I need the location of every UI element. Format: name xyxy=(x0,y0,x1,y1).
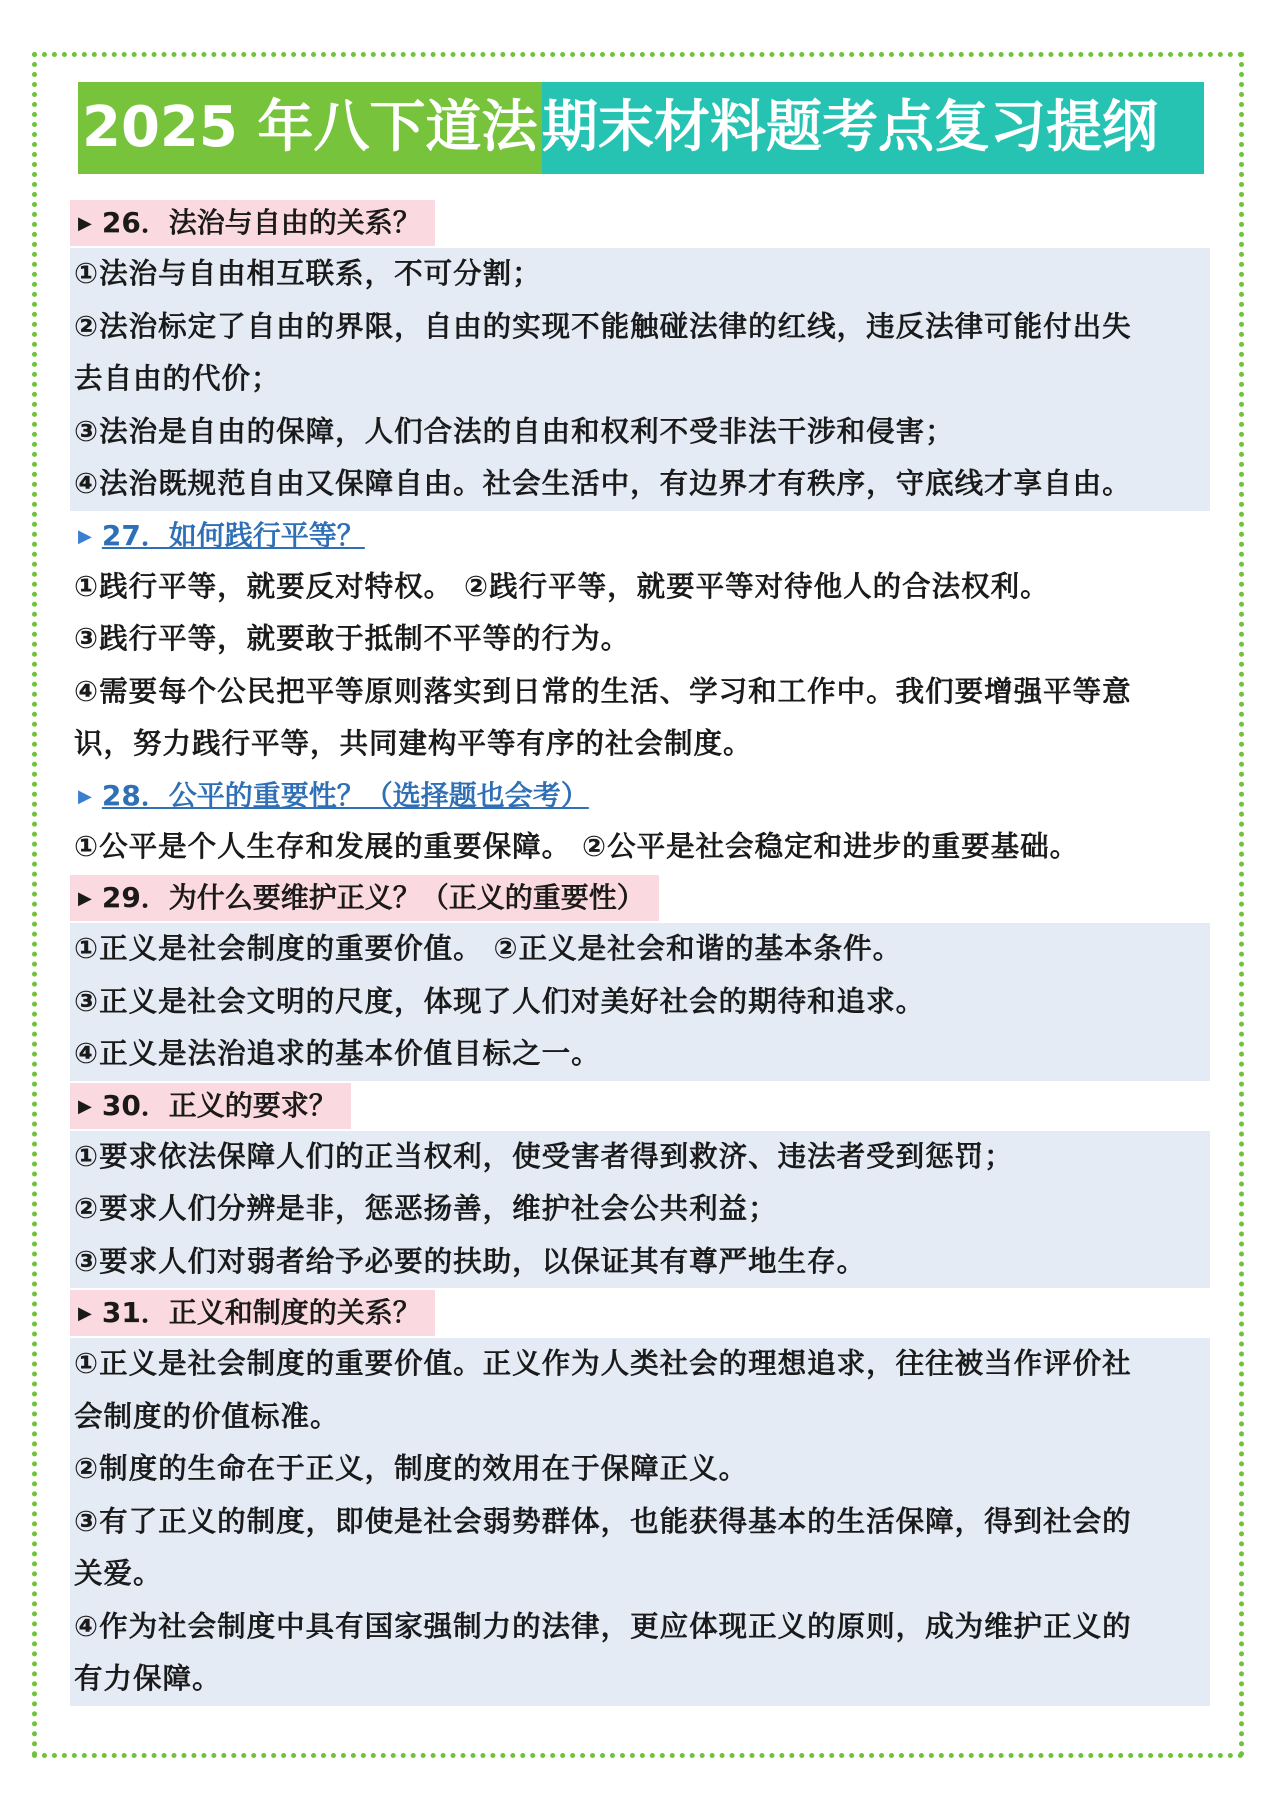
answer-line: ④需要每个公民把平等原则落实到日常的生活、学习和工作中。我们要增强平等意 xyxy=(74,674,1132,708)
answer-line: ①要求依法保障人们的正当权利，使受害者得到救济、违法者受到惩罚； xyxy=(74,1139,1014,1173)
answer-line: ①正义是社会制度的重要价值。 ②正义是社会和谐的基本条件。 xyxy=(74,932,903,965)
answer-line: 会制度的价值标准。 xyxy=(74,1399,340,1433)
answer-block xyxy=(70,561,1210,771)
title-banner xyxy=(78,82,1204,174)
title-right: 期末材料题考点复习提纲 xyxy=(542,82,1204,174)
answer-line: ③有了正义的制度，即使是社会弱势群体，也能获得基本的生活保障，得到社会的 xyxy=(74,1504,1132,1538)
answer-line: ②制度的生命在于正义，制度的效用在于保障正义。 xyxy=(74,1452,749,1485)
answer-line: 去自由的代价； xyxy=(74,362,281,395)
answer-line: ③要求人们对弱者给予必要的扶助，以保证其有尊严地生存。 xyxy=(74,1244,867,1278)
triangle-bullet-icon: ▶ xyxy=(78,525,92,547)
answer-block xyxy=(70,248,1210,511)
answer-line: ①公平是个人生存和发展的重要保障。 ②公平是社会稳定和进步的重要基础。 xyxy=(74,829,1080,863)
section-28 xyxy=(70,773,1210,874)
answer-line: 关爱。 xyxy=(74,1557,163,1590)
answer-line: ②要求人们分辨是非，惩恶扬善，维护社会公共利益； xyxy=(74,1192,778,1225)
answer-line: ①法治与自由相互联系，不可分割； xyxy=(74,257,542,290)
title-left: 2025 年八下道法 xyxy=(78,82,542,174)
answer-line: ④法治既规范自由又保障自由。社会生活中，有边界才有秩序，守底线才享自由。 xyxy=(74,467,1132,500)
triangle-bullet-icon: ▶ xyxy=(78,1095,92,1117)
section-31 xyxy=(70,1290,1210,1706)
answer-line: ①践行平等，就要反对特权。 ②践行平等，就要平等对待他人的合法权利。 xyxy=(74,569,1050,603)
section-30 xyxy=(70,1083,1210,1289)
section-27 xyxy=(70,513,1210,771)
triangle-bullet-icon: ▶ xyxy=(78,785,92,807)
answer-line: ②法治标定了自由的界限，自由的实现不能触碰法律的红线，违反法律可能付出失 xyxy=(74,309,1132,343)
answer-line: ①正义是社会制度的重要价值。正义作为人类社会的理想追求，往往被当作评价社 xyxy=(74,1347,1132,1380)
answer-block xyxy=(70,821,1210,874)
answer-line: ④作为社会制度中具有国家强制力的法律，更应体现正义的原则，成为维护正义的 xyxy=(74,1609,1132,1643)
answer-block xyxy=(70,1131,1210,1289)
answer-block xyxy=(70,1338,1210,1706)
answer-line: ③正义是社会文明的尺度，体现了人们对美好社会的期待和追求。 xyxy=(74,984,926,1018)
question-heading: ▶ 29．为什么要维护正义？（正义的重要性） xyxy=(70,875,659,921)
triangle-bullet-icon: ▶ xyxy=(78,888,92,909)
answer-line: ③法治是自由的保障，人们合法的自由和权利不受非法干涉和侵害； xyxy=(74,414,955,448)
question-heading: ▶ 26．法治与自由的关系？ xyxy=(70,200,435,246)
answer-line: 识，努力践行平等，共同建构平等有序的社会制度。 xyxy=(74,727,753,760)
question-heading: ▶ 27．如何践行平等？ xyxy=(70,513,379,559)
content-area xyxy=(70,200,1210,1708)
section-29 xyxy=(70,875,1210,1081)
question-heading: ▶ 28．公平的重要性？（选择题也会考） xyxy=(70,773,603,819)
answer-line: ④正义是法治追求的基本价值目标之一。 xyxy=(74,1037,601,1070)
answer-line: ③践行平等，就要敢于抵制不平等的行为。 xyxy=(74,622,631,655)
triangle-bullet-icon: ▶ xyxy=(78,213,92,234)
triangle-bullet-icon: ▶ xyxy=(78,1303,92,1324)
question-heading: ▶ 30．正义的要求？ xyxy=(70,1083,351,1129)
answer-block xyxy=(70,923,1210,1081)
answer-line: 有力保障。 xyxy=(74,1662,222,1695)
question-heading: ▶ 31．正义和制度的关系？ xyxy=(70,1290,435,1336)
section-26 xyxy=(70,200,1210,511)
